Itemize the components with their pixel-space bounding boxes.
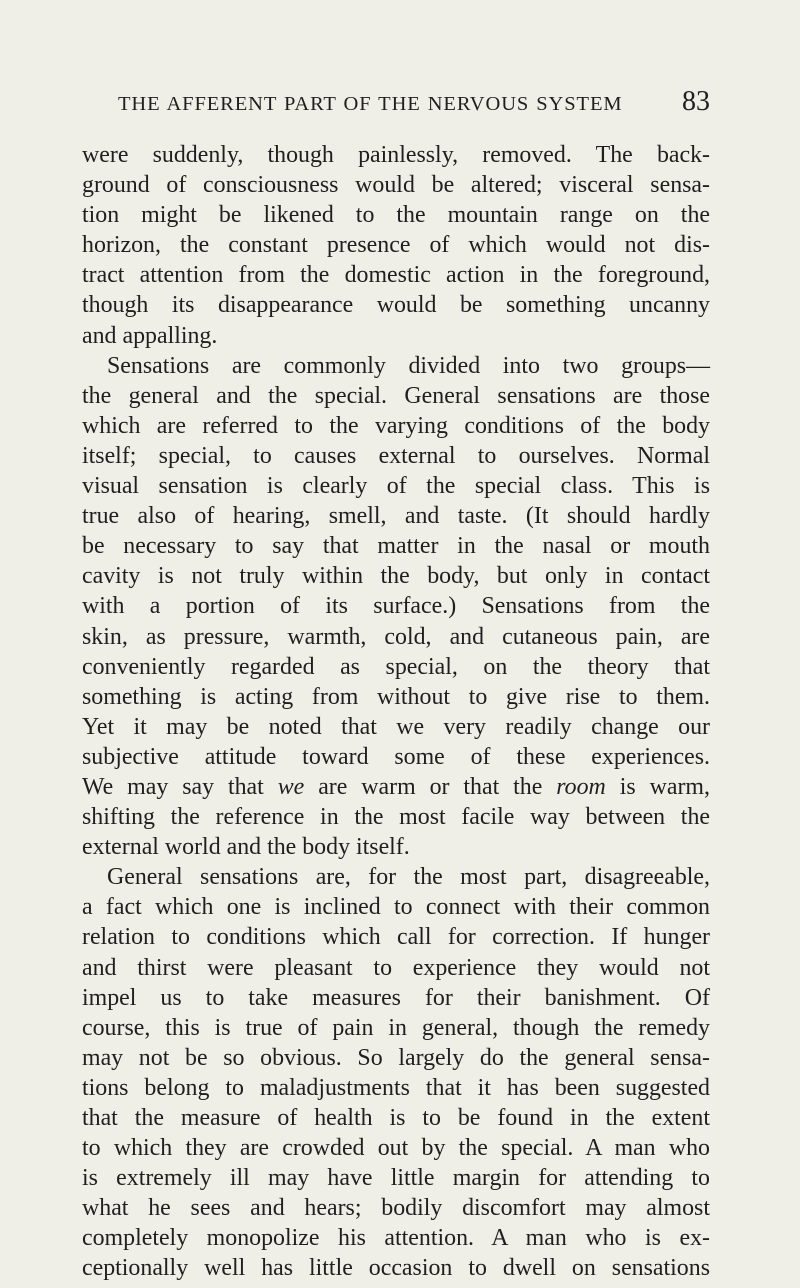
text-line: Yet it may be noted that we very readily change our	[82, 713, 710, 740]
text-line: ceptionally well has little occasion to dwell on sensations	[82, 1255, 710, 1282]
text-line: and appalling.	[82, 322, 218, 349]
text-line: shifting the reference in the most facile way between the	[82, 804, 710, 831]
text-line: the general and the special. General sensations are those	[82, 382, 710, 409]
text-line: be necessary to say that matter in the nasal or mouth	[82, 533, 710, 560]
text-line: tract attention from the domestic action in the foreground,	[82, 262, 710, 289]
text-line: tions belong to maladjustments that it has been suggested	[82, 1074, 710, 1101]
running-head: THE AFFERENT PART OF THE NERVOUS SYSTEM	[118, 93, 623, 115]
text-line: something is acting from without to give rise to them.	[82, 683, 710, 710]
text-line: is extremely ill may have little margin for attending to	[82, 1165, 710, 1192]
text-line: course, this is true of pain in general, though the remedy	[82, 1014, 710, 1041]
text-segment: are warm or that the	[318, 773, 543, 800]
text-line: conveniently regarded as special, on the theory that	[82, 653, 710, 680]
text-line: skin, as pressure, warmth, cold, and cutaneous pain, are	[82, 623, 710, 650]
text-line: what he sees and hears; bodily discomfort may almost	[82, 1195, 710, 1222]
italic-word: we	[277, 773, 305, 800]
text-line: that the measure of health is to be found in the extent	[82, 1105, 710, 1131]
text-line: may not be so obvious. So largely do the general sensa-	[82, 1044, 710, 1071]
text-line: were suddenly, though painlessly, removed. The back-	[82, 142, 710, 168]
body-text	[82, 140, 710, 1284]
text-line: and thirst were pleasant to experience they would not	[82, 954, 710, 981]
text-segment: We may say that	[82, 773, 264, 800]
text-line: horizon, the constant presence of which would not dis-	[82, 232, 710, 259]
text-line: which are referred to the varying conditions of the body	[82, 412, 710, 439]
italic-word: room	[556, 773, 606, 800]
text-line: itself; special, to causes external to ourselves. Normal	[82, 442, 710, 469]
text-line: with a portion of its surface.) Sensations from the	[82, 593, 710, 620]
text-line: to which they are crowded out by the special. A man who	[82, 1135, 710, 1162]
text-line: though its disappearance would be something uncanny	[82, 292, 710, 319]
text-line: Sensations are commonly divided into two groups—	[107, 352, 710, 379]
page-number: 83	[682, 86, 710, 117]
text-segment: is warm,	[619, 773, 710, 800]
text-line: General sensations are, for the most part, disagreeable,	[107, 864, 710, 891]
text-line: external world and the body itself.	[82, 834, 410, 861]
text-line: cavity is not truly within the body, but only in contact	[82, 563, 710, 590]
text-line: tion might be likened to the mountain range on the	[82, 202, 710, 229]
text-line: relation to conditions which call for correction. If hunger	[82, 924, 710, 951]
text-line-with-italics	[82, 772, 710, 802]
text-line: visual sensation is clearly of the special class. This is	[82, 473, 710, 500]
text-line: completely monopolize his attention. A man who is ex-	[82, 1225, 710, 1252]
text-line: a fact which one is inclined to connect with their common	[82, 894, 710, 921]
text-line: impel us to take measures for their banishment. Of	[82, 984, 710, 1011]
text-line: subjective attitude toward some of these experiences.	[82, 743, 710, 770]
text-line: true also of hearing, smell, and taste. (It should hardly	[82, 503, 710, 530]
page-header	[118, 88, 710, 116]
text-line: ground of consciousness would be altered; visceral sensa-	[82, 172, 710, 199]
